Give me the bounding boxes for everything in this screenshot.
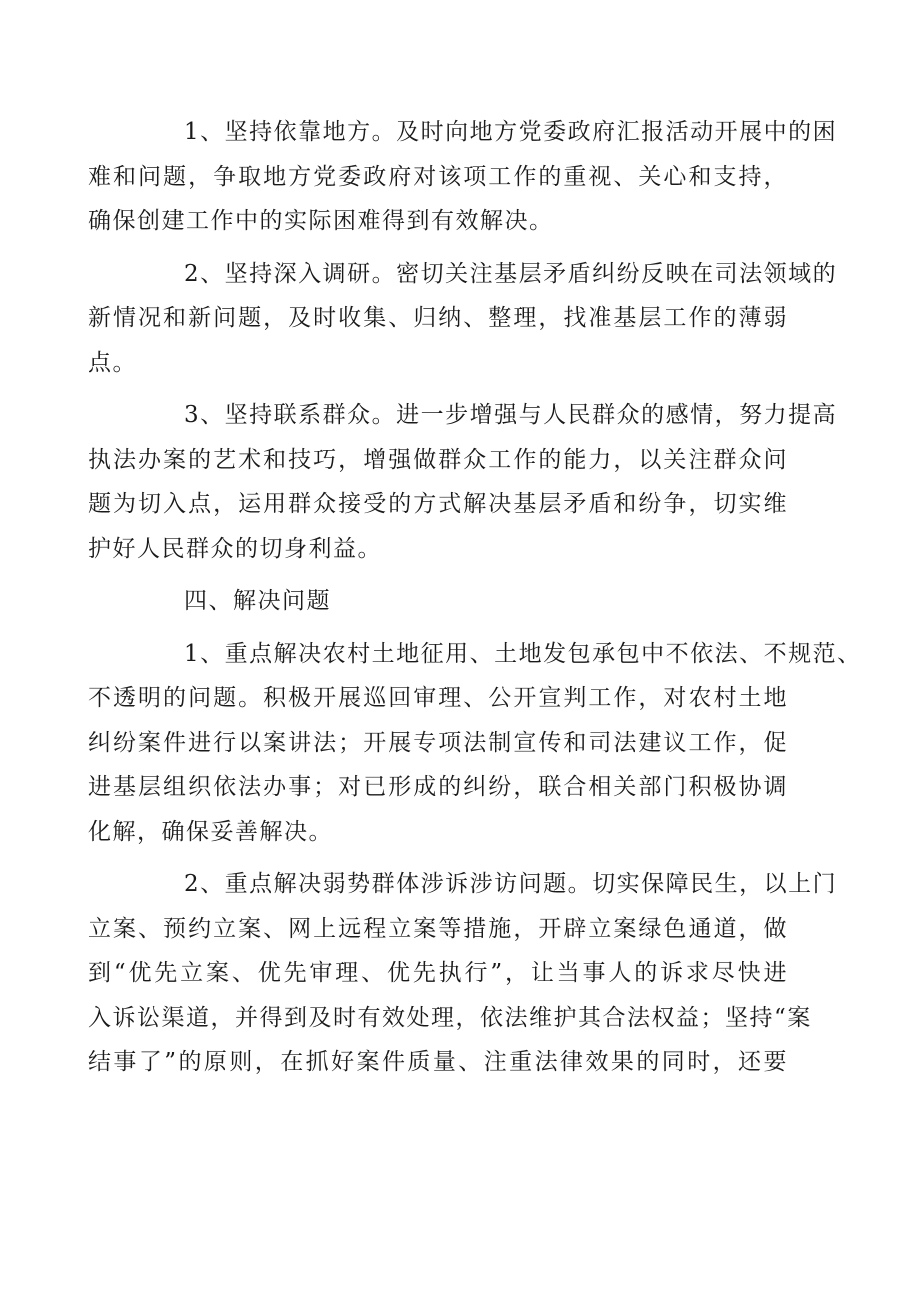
text-line: 2、重点解决弱势群体涉诉涉访问题。切实保障民生，以上门 — [184, 871, 838, 897]
text-line: 结事了”的原则，在抓好案件质量、注重法律效果的同时，还要 — [88, 1049, 788, 1075]
text-line: 新情况和新问题，及时收集、归纳、整理，找准基层工作的薄弱 — [88, 305, 788, 331]
paragraph-research — [88, 252, 838, 386]
paragraph-land-issues — [88, 632, 862, 855]
text-line: 确保创建工作中的实际困难得到有效解决。 — [88, 208, 554, 234]
text-line: 护好人民群众的切身利益。 — [88, 535, 382, 562]
text-line: 立案、预约立案、网上远程立案等措施，开辟立案绿色通道，做 — [88, 915, 788, 942]
text-line: 到“优先立案、优先审理、优先执行”，让当事人的诉求尽快进 — [88, 960, 788, 986]
text-line: 2、坚持深入调研。密切关注基层矛盾纠纷反映在司法领域的 — [184, 260, 838, 287]
text-line: 3、坚持联系群众。进一步增强与人民群众的感情，努力提高 — [184, 402, 838, 428]
text-line: 点。 — [88, 349, 137, 376]
text-line: 题为切入点，运用群众接受的方式解决基层矛盾和纷争，切实维 — [88, 491, 788, 517]
text-line: 进基层组织依法办事；对已形成的纠纷，联合相关部门积极协调 — [88, 774, 788, 800]
text-line: 纠纷案件进行以案讲法；开展专项法制宣传和司法建议工作，促 — [88, 729, 788, 756]
section-heading: 四、解决问题 — [184, 588, 331, 614]
text-line: 1、重点解决农村土地征用、土地发包承包中不依法、不规范、 — [184, 640, 862, 667]
document-page — [88, 110, 862, 1093]
text-line: 执法办案的艺术和技巧，增强做群众工作的能力，以关注群众问 — [88, 446, 788, 473]
paragraph-rely-on-local — [88, 110, 838, 244]
text-line: 难和问题，争取地方党委政府对该项工作的重视、关心和支持， — [88, 163, 788, 190]
text-line: 化解，确保妥善解决。 — [88, 818, 333, 845]
text-line: 入诉讼渠道，并得到及时有效处理，依法维护其合法权益；坚持“案 — [88, 1004, 812, 1031]
text-line: 1、坚持依靠地方。及时向地方党委政府汇报活动开展中的困 — [184, 119, 838, 145]
paragraph-connect-masses — [88, 393, 838, 571]
paragraph-vulnerable-groups — [88, 862, 838, 1085]
text-line: 不透明的问题。积极开展巡回审理、公开宣判工作，对农村土地 — [88, 685, 788, 711]
